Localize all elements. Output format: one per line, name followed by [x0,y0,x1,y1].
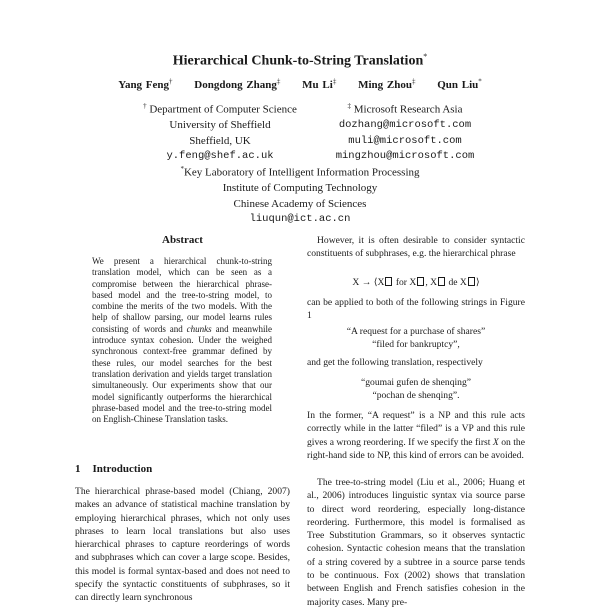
subscript-box [385,277,392,286]
section-heading-introduction: 1 Introduction [75,463,153,475]
paragraph-syntactic-constituents: However, it is often desirable to consider syntactic constituents of subphrases, e.g. the hierarchical phrase [307,235,525,260]
paper-title [0,52,600,70]
author: Mu Li‡ [302,77,337,91]
affiliation-ict: *Key Laboratory of Intelligent Information Processing Institute of Computing Technology Chinese Academy of Sciences liuqun@ict.ac.cn [150,162,450,228]
affiliation-microsoft: ‡ Microsoft Research Asia dozhang@microsoft.com muli@microsoft.com mingzhou@microsoft.com [305,99,505,165]
author: Yang Feng† [118,77,173,91]
email: y.feng@shef.ac.uk [166,150,274,163]
introduction-paragraph: The hierarchical phrase-based model (Chiang, 2007) makes an advance of statistical machine translation by employing hierarchical phrases, which not only uses phrases to learn local translations but also uses hierarchical phrases to capture reorderings of words and subphrases which can cover a large scope. Besides, this model is formal syntax-based and does not need to specify the syntactic constituents of subphrases, so it can directly learn synchronous [75,486,290,604]
author: Dongdong Zhang‡ [194,77,281,91]
email: mingzhou@microsoft.com [335,150,475,163]
hierarchical-rule: X → ⟨X for X , X de X ⟩ [352,277,480,288]
example-strings-chinese: “goumai gufen de shenqing” “pochan de shenqing”. [360,377,472,401]
paragraph-applied: can be applied to both of the following strings in Figure 1 [307,297,525,322]
author-list [0,77,600,91]
subscript-box [468,277,475,286]
title-footnote-mark: * [423,52,428,61]
paragraph-tree-to-string: The tree-to-string model (Liu et al., 2006; Huang et al., 2006) introduces linguistic syntax via source parse to direct word reordering, especially long-distance reordering. Furthermore, this model is formalised as Tree Substitution Grammars, so it observes syntactic cohesion. Syntactic cohesion means that the translation of a string covered by a subtree in a source parse tends to be continuous. Fox (2002) shows that translation between English and French satisfies cohesion in the majority cases. Many pre- [307,477,525,608]
author: Qun Liu* [437,77,482,91]
author: Ming Zhou‡ [358,77,416,91]
subscript-box [438,277,445,286]
abstract-heading: Abstract [162,234,203,246]
subscript-box [417,277,424,286]
affiliation-sheffield: † Department of Computer Science University of Sheffield Sheffield, UK y.feng@shef.ac.uk [125,99,315,165]
title-text: Hierarchical Chunk-to-String Translation [172,53,424,69]
email: muli@microsoft.com [348,134,462,147]
paragraph-reordering: In the former, “A request” is a NP and this rule acts correctly while in the latter “filed” is a VP and this rule gives a wrong reordering. If we specify the first X on the right-hand side to NP, this kind of errors can be avoided. [307,410,525,461]
email: liuqun@ict.ac.cn [249,213,351,226]
paragraph-translation: and get the following translation, respectively [307,357,483,368]
email: dozhang@microsoft.com [338,119,472,132]
example-strings-english: “A request for a purchase of shares” “filed for bankruptcy”, [346,326,486,350]
abstract-text: We present a hierarchical chunk-to-string translation model, which can be seen as a compromise between the hierarchical phrase-based model and the tree-to-string model, to combine the merits of the two models. With the help of shallow parsing, our model learns rules consisting of words and chunks and meanwhile introduce syntax cohesion. Under the weighed synchronous context-free grammar defined by these rules, our model searches for the best translation derivation and yields target translation simultaneously. Our experiments show that our model significantly outperforms the hierarchical phrase-based model and the tree-to-string model on English-Chinese Translation tasks. [92,256,272,425]
